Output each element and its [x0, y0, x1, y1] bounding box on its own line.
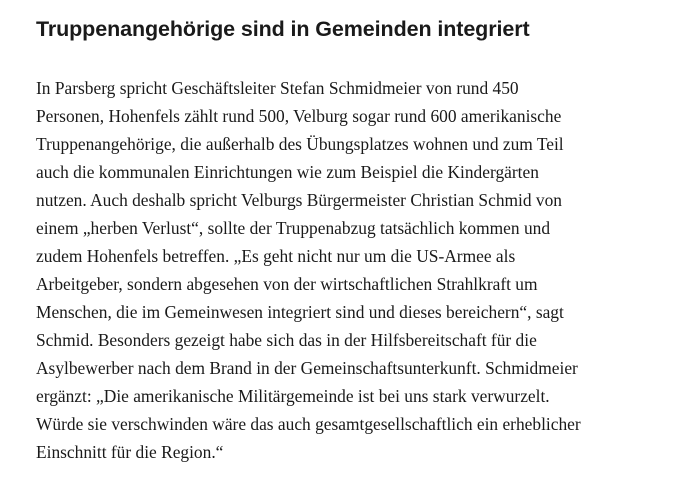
paragraph-line: ergänzt: „Die amerikanische Militärgemeinde ist bei uns stark verwurzelt.: [36, 386, 550, 406]
paragraph-line: Schmid. Besonders gezeigt habe sich das in der Hilfsbereitschaft für die: [36, 330, 537, 350]
article-section: [36, 0, 662, 466]
paragraph-line: In Parsberg spricht Geschäftsleiter Stefan Schmidmeier von rund 450: [36, 78, 519, 98]
section-heading: Truppenangehörige sind in Gemeinden integriert: [36, 17, 530, 41]
paragraph-line: Truppenangehörige, die außerhalb des Übungsplatzes wohnen und zum Teil: [36, 134, 564, 154]
paragraph-line: Personen, Hohenfels zählt rund 500, Velburg sogar rund 600 amerikanische: [36, 106, 562, 126]
paragraph-line: Asylbewerber nach dem Brand in der Gemeinschaftsunterkunft. Schmidmeier: [36, 358, 578, 378]
paragraph-line: Arbeitgeber, sondern abgesehen von der wirtschaftlichen Strahlkraft um: [36, 274, 538, 294]
paragraph-line: zudem Hohenfels betreffen. „Es geht nicht nur um die US-Armee als: [36, 246, 516, 266]
paragraph-line: einem „herben Verlust“, sollte der Truppenabzug tatsächlich kommen und: [36, 218, 551, 238]
paragraph-line: auch die kommunalen Einrichtungen wie zum Beispiel die Kindergärten: [36, 162, 539, 182]
paragraph-line: Einschnitt für die Region.“: [36, 442, 224, 462]
paragraph-line: nutzen. Auch deshalb spricht Velburgs Bürgermeister Christian Schmid von: [36, 190, 562, 210]
body-paragraph: [36, 74, 662, 466]
paragraph-line: Menschen, die im Gemeinwesen integriert sind und dieses bereichern“, sagt: [36, 302, 564, 322]
paragraph-line: Würde sie verschwinden wäre das auch gesamtgesellschaftlich ein erheblicher: [36, 414, 581, 434]
